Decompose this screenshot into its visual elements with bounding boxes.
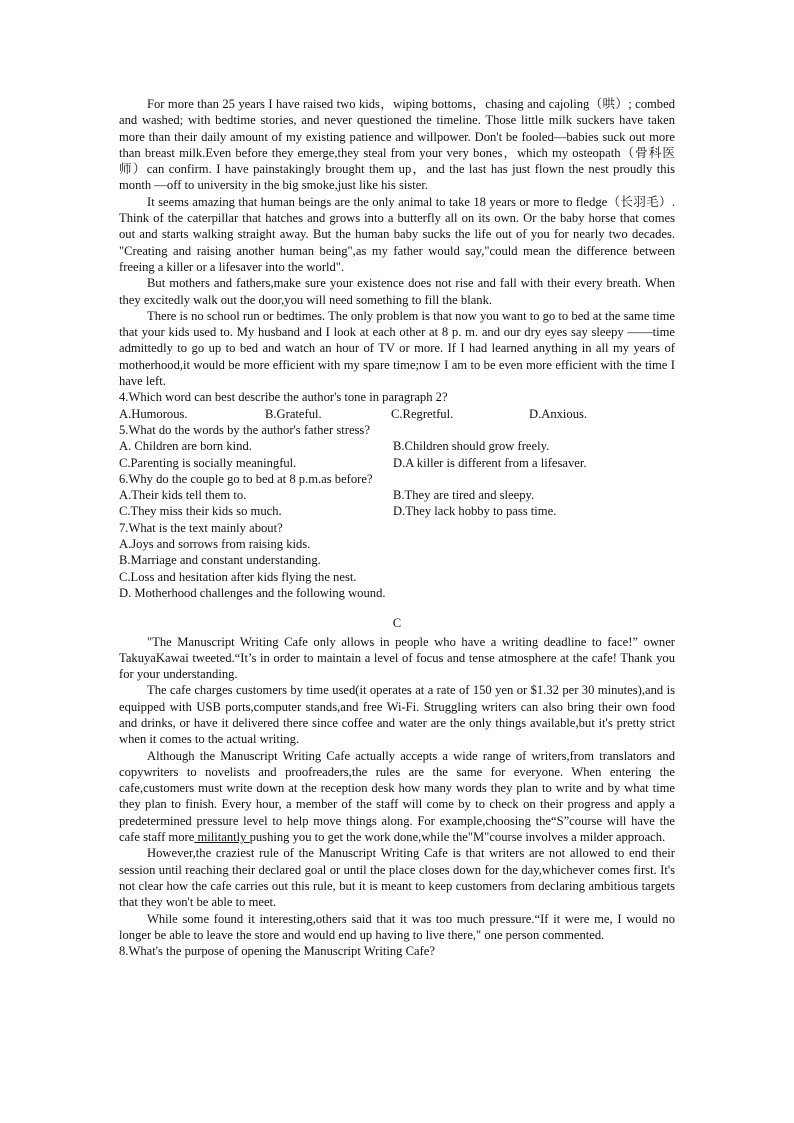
paragraph-c2: The cafe charges customers by time used(it operates at a rate of 150 yen or $1.32 per 30 minutes),and is equipped with USB ports,computer stands,and free Wi-Fi. Struggling writers can also bring their own food and drinks, or have it delivered there since coffee and water are the only things available,but it's pretty strict when it comes to the actual writing. <box>119 683 675 747</box>
option-b: B.Children should grow freely. <box>393 439 550 454</box>
question-6-options-row2 <box>119 503 675 519</box>
question-4-stem: 4.Which word can best describe the author's tone in paragraph 2? <box>119 390 448 405</box>
question-6-stem: 6.Why do the couple go to bed at 8 p.m.as before? <box>119 471 373 486</box>
option-d: D. Motherhood challenges and the following wound. <box>119 585 386 600</box>
question-8-stem: 8.What's the purpose of opening the Manuscript Writing Cafe? <box>119 944 435 959</box>
option-d: D.A killer is different from a lifesaver. <box>393 455 587 470</box>
option-b: B.Marriage and constant understanding. <box>119 553 321 568</box>
paragraph-c3 <box>119 748 675 846</box>
document-content <box>119 96 675 959</box>
paragraph-c3-text-after: pushing you to get the work done,while the"M"course involves a milder approach. <box>249 830 666 845</box>
option-a: A.Humorous. <box>119 406 188 421</box>
option-c: C.Parenting is socially meaningful. <box>119 455 297 470</box>
option-b: B.They are tired and sleepy. <box>393 488 535 503</box>
option-d: D.They lack hobby to pass time. <box>393 504 557 519</box>
question-5-options-row2 <box>119 455 675 471</box>
paragraph-c1: "The Manuscript Writing Cafe only allows in people who have a writing deadline to face!” owner TakuyaKawai tweeted.“It’s in order to maintain a level of focus and tense atmosphere at the cafe! Thank you for your understanding. <box>119 634 675 682</box>
question-4-options <box>119 406 675 422</box>
question-7-stem: 7.What is the text mainly about? <box>119 520 283 535</box>
option-a: A. Children are born kind. <box>119 439 252 454</box>
paragraph-c5: While some found it interesting,others said that it was too much pressure.“If it were me, I would no longer be able to leave the store and would end up having to live there," one person commented. <box>119 911 675 942</box>
paragraph-c4: However,the craziest rule of the Manuscript Writing Cafe is that writers are not allowed to end their session until reaching their declared goal or until the place closes down for the day,whichever comes first. It's not clear how the cafe carries out this rule, but it is meant to keep customers from declaring ambitious targets that they won't be able to meet. <box>119 846 675 910</box>
question-5-options-row1 <box>119 438 675 454</box>
section-label-c: C <box>392 616 402 631</box>
option-b: B.Grateful. <box>265 406 322 421</box>
paragraph-c3-text-before: Although the Manuscript Writing Cafe actually accepts a wide range of writers,from translators and copywriters to novelists and proofreaders,the rules are the same for everyone. When entering the cafe,customers must write down at the reception desk how many words they plan to write and by what time they plan to finish. Every hour, a member of the staff will come by to check on their progress and apply a predetermined pressure level to help move things along. For example,choosing the“S”course will have the cafe staff more <box>119 748 675 845</box>
paragraph-b3: But mothers and fathers,make sure your existence does not rise and fall with their every breath. When they excitedly walk out the door,you will need something to fill the blank. <box>119 276 675 307</box>
option-a: A.Joys and sorrows from raising kids. <box>119 537 311 552</box>
question-6-options-row1 <box>119 487 675 503</box>
underlined-word-militantly: militantly <box>194 830 250 845</box>
option-d: D.Anxious. <box>529 406 588 421</box>
option-a: A.Their kids tell them to. <box>119 488 247 503</box>
question-5-stem: 5.What do the words by the author's father stress? <box>119 422 370 437</box>
option-c: C.They miss their kids so much. <box>119 504 282 519</box>
option-c: C.Loss and hesitation after kids flying the nest. <box>119 569 357 584</box>
option-c: C.Regretful. <box>391 406 454 421</box>
paragraph-b1: For more than 25 years I have raised two kids，wiping bottoms，chasing and cajoling（哄）; combed and washed; with bedtime stories, and never questioned the timeline. Those little milk suckers have taken more than their daily amount of my existing patience and willpower. Don't be fooled—babies suck out more than breast milk.Even before they emerge,they steal from your very bones，which my osteopath（骨科医师）can confirm. I have painstakingly brought them up，and the last has just flown the nest proudly this month —off to university in the big smoke,just like his sister. <box>119 97 675 193</box>
paragraph-b2: It seems amazing that human beings are the only animal to take 18 years or more to fledge（长羽毛）. Think of the caterpillar that hatches and grows into a butterfly all on its own. Or the baby horse that comes out and starts walking straight away. But the human baby sucks the life out of you for nearly two decades. "Creating and raising another human being",as my father would say,"could mean the difference between freeing a killer or a lifesaver into the world". <box>119 194 675 274</box>
paragraph-b4: There is no school run or bedtimes. The only problem is that now you want to go to bed at the same time that your kids used to. My husband and I look at each other at 8 p. m. and our dry eyes say sleepy ——time admittedly to go up to bed and watch an hour of TV or more. If I had learned anything in all my years of motherhood,it would be more efficient with my spare time;now I am to be even more efficient with the time I have left. <box>119 308 675 389</box>
